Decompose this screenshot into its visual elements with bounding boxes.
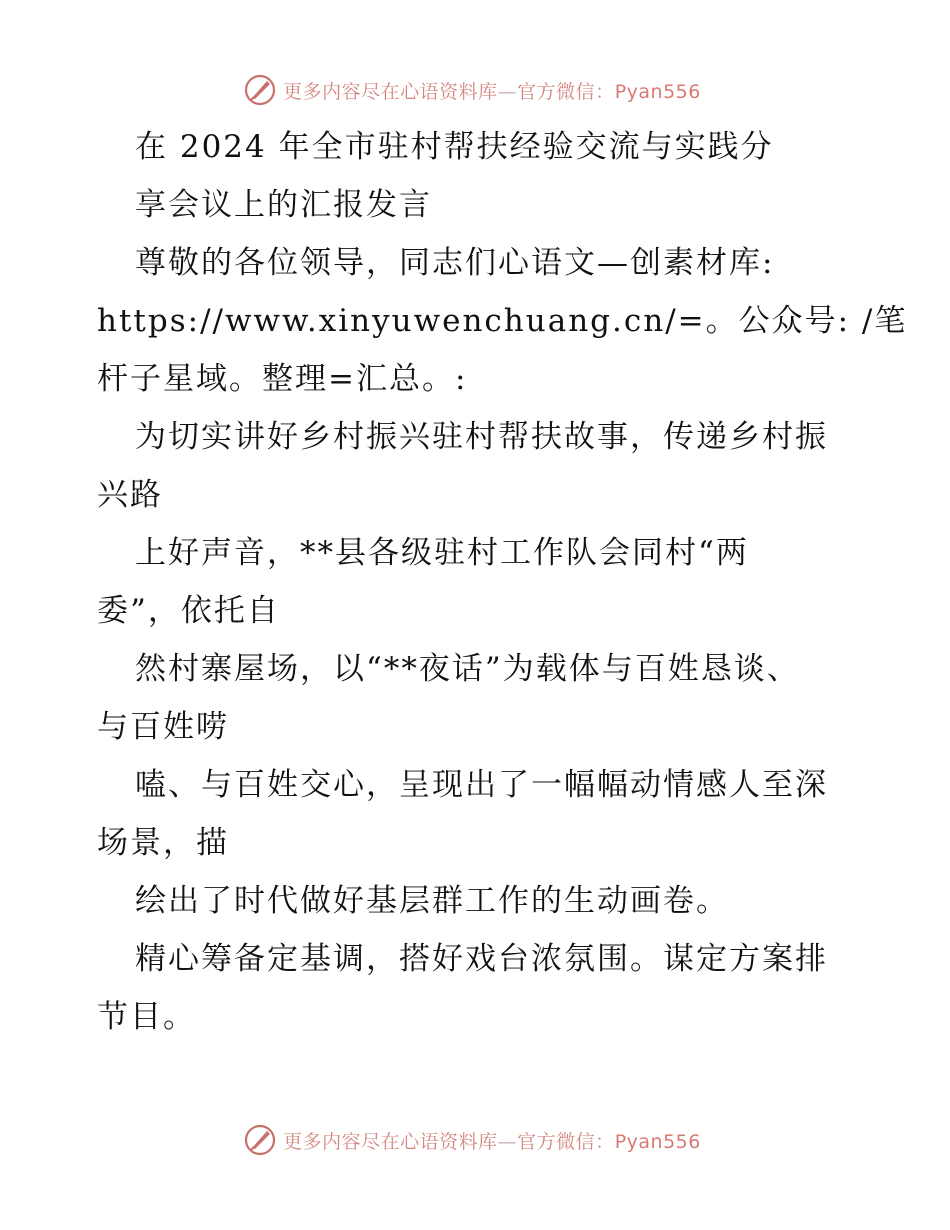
- body-line: 嗑、与百姓交心，呈现出了一幅幅动情感人至深: [135, 767, 828, 803]
- watermark-account: Pyan556: [614, 80, 701, 103]
- document-body: [97, 118, 908, 1046]
- watermark-main: 更多内容尽在心语资料库: [283, 80, 498, 103]
- body-line: 为切实讲好乡村振兴驻村帮扶故事，传递乡村振: [135, 419, 828, 455]
- body-line: 与百姓唠: [97, 709, 229, 745]
- watermark-separator: —: [497, 80, 518, 103]
- body-line: 节目。: [97, 999, 196, 1035]
- body-line: 精心筹备定基调，搭好戏台浓氛围。谋定方案排: [135, 941, 828, 977]
- watermark-main: 更多内容尽在心语资料库: [283, 1130, 498, 1153]
- watermark-account: Pyan556: [614, 1130, 701, 1153]
- watermark-suffix: 官方微信：: [517, 1130, 615, 1153]
- body-line: 委”，依托自: [97, 593, 280, 629]
- body-line: 上好声音，**县各级驻村工作队会同村“两: [135, 535, 749, 571]
- salutation-line: 尊敬的各位领导，同志们心语文—创素材库:: [135, 245, 775, 281]
- body-line: https://www.xinyuwenchuang.cn/=。公众号: /笔: [97, 303, 908, 339]
- watermark-suffix: 官方微信：: [517, 80, 615, 103]
- title-line-2: 享会议上的汇报发言: [135, 187, 432, 223]
- body-line: 场景，描: [97, 825, 229, 861]
- body-line: 杆子星域。整理=汇总。:: [97, 361, 468, 397]
- header-watermark: [0, 70, 950, 110]
- title-line-1: 在 2024 年全市驻村帮扶经验交流与实践分: [135, 129, 774, 165]
- body-line: 兴路: [97, 477, 163, 513]
- quill-pen-circle-icon: [243, 1123, 277, 1157]
- quill-pen-circle-icon: [243, 73, 277, 107]
- body-line: 然村寨屋场，以“**夜话”为载体与百姓恳谈、: [135, 651, 800, 687]
- watermark-separator: —: [497, 1130, 518, 1153]
- body-line: 绘出了时代做好基层群工作的生动画卷。: [135, 883, 729, 919]
- footer-watermark: [0, 1120, 950, 1160]
